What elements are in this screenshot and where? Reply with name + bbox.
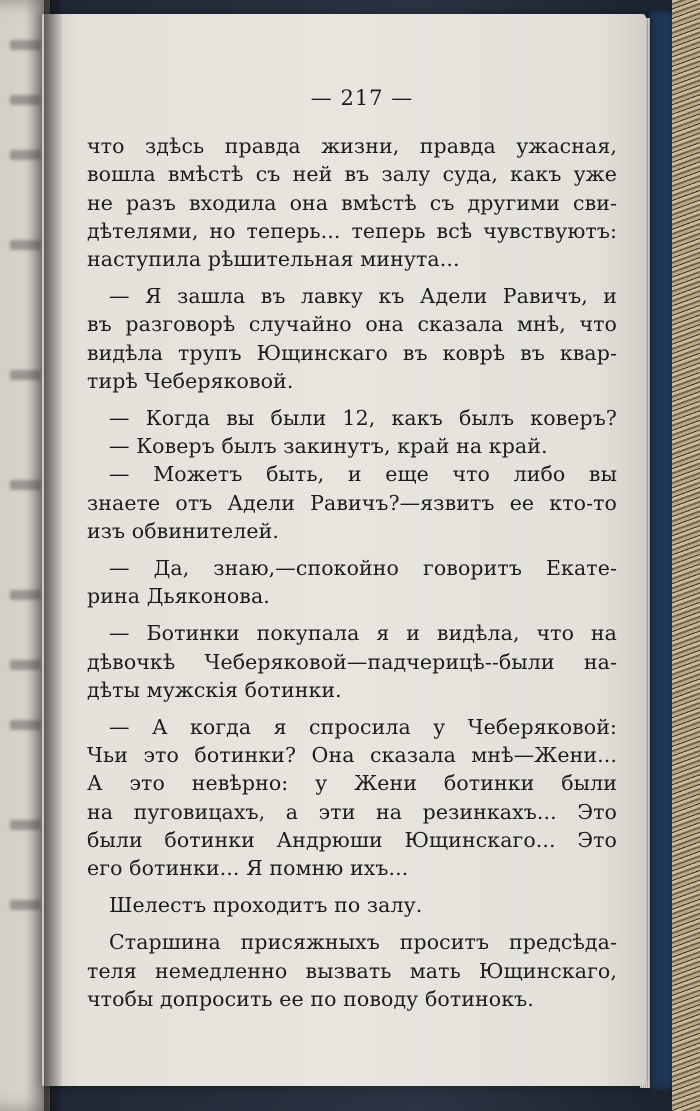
paragraph	[87, 713, 617, 882]
text-line: — Коверъ былъ закинутъ, край на край.	[109, 434, 548, 459]
text-line: на пуговицахъ, а эти на резинкахъ... Это	[87, 799, 617, 824]
paragraph	[87, 928, 617, 1013]
text-line: — Я зашла въ лавку къ Адели Равичъ, и	[109, 284, 617, 309]
text-line: наступила рѣшительная минута...	[87, 247, 460, 272]
text-line: А это невѣрно: у Жени ботинки были	[87, 771, 617, 796]
left-page-text-fragment	[10, 95, 40, 105]
left-page-text-fragment	[10, 40, 40, 50]
left-page-text-fragment	[10, 480, 40, 490]
text-line: что здѣсь правда жизни, правда ужасная,	[87, 134, 617, 159]
text-line: — Когда вы были 12, какъ былъ коверъ?	[109, 406, 617, 431]
text-line: въ разговорѣ случайно она сказала мнѣ, что	[87, 312, 617, 337]
text-line: теля немедленно вызвать мать Ющинскаго,	[87, 958, 617, 983]
text-line: его ботинки... Я помню ихъ...	[87, 856, 409, 881]
paragraph	[87, 619, 617, 704]
left-page-text-fragment	[10, 240, 40, 250]
text-line: — Можетъ быть, и еще что либо вы	[109, 462, 617, 487]
text-line: дѣты мужскія ботинки.	[87, 677, 342, 702]
paragraph	[87, 554, 617, 610]
text-line: были ботинки Андрюши Ющинскаго... Это	[87, 827, 617, 852]
text-line: изъ обвинителей.	[87, 518, 280, 543]
left-page-text-fragment	[10, 900, 40, 910]
text-line: Старшина присяжныхъ проситъ предсѣда-	[109, 930, 617, 955]
left-page-text-fragment	[10, 370, 40, 380]
text-line: знаете отъ Адели Равичъ?—язвитъ ее кто-то	[87, 490, 617, 515]
text-line: вошла вмѣстѣ съ ней въ залу суда, какъ уже	[87, 162, 617, 187]
left-page-text-fragment	[10, 820, 40, 830]
page-text	[87, 84, 617, 1022]
text-line: рина Дьяконова.	[87, 584, 270, 609]
text-line: чтобы допросить ее по поводу ботинокъ.	[87, 986, 534, 1011]
left-page-text-fragment	[10, 660, 40, 670]
text-line: — А когда я спросила у Чеберяковой:	[109, 715, 617, 740]
paragraph	[87, 132, 617, 273]
left-page-text-fragment	[10, 590, 40, 600]
book-page	[42, 14, 646, 1086]
left-page-text-fragment	[10, 150, 40, 160]
paragraph	[87, 404, 617, 545]
text-line: — Ботинки покупала я и видѣла, что на	[109, 621, 617, 646]
paragraph	[87, 891, 617, 919]
text-line: дѣвочкѣ Чеберяковой—падчерицѣ--были на-	[87, 649, 617, 674]
text-line: Шелестъ проходитъ по залу.	[109, 893, 423, 918]
text-line: тирѣ Чеберяковой.	[87, 368, 294, 393]
text-line: видѣла трупъ Ющинскаго въ коврѣ въ квар-	[87, 340, 617, 365]
page-number: — 217 —	[310, 86, 414, 110]
book-gutter-shadow	[44, 0, 62, 1111]
text-line: Чьи это ботинки? Она сказала мнѣ—Жени...	[87, 743, 617, 768]
text-line: дѣтелями, но теперь... теперь всѣ чувствуютъ:	[87, 218, 617, 243]
text-line: — Да, знаю,—спокойно говоритъ Екате-	[109, 556, 617, 581]
paragraph	[87, 282, 617, 395]
marbled-endpaper	[672, 0, 700, 1111]
text-line: не разъ входила она вмѣстѣ съ другими сви-	[87, 190, 617, 215]
left-page-text-fragment	[10, 720, 40, 730]
